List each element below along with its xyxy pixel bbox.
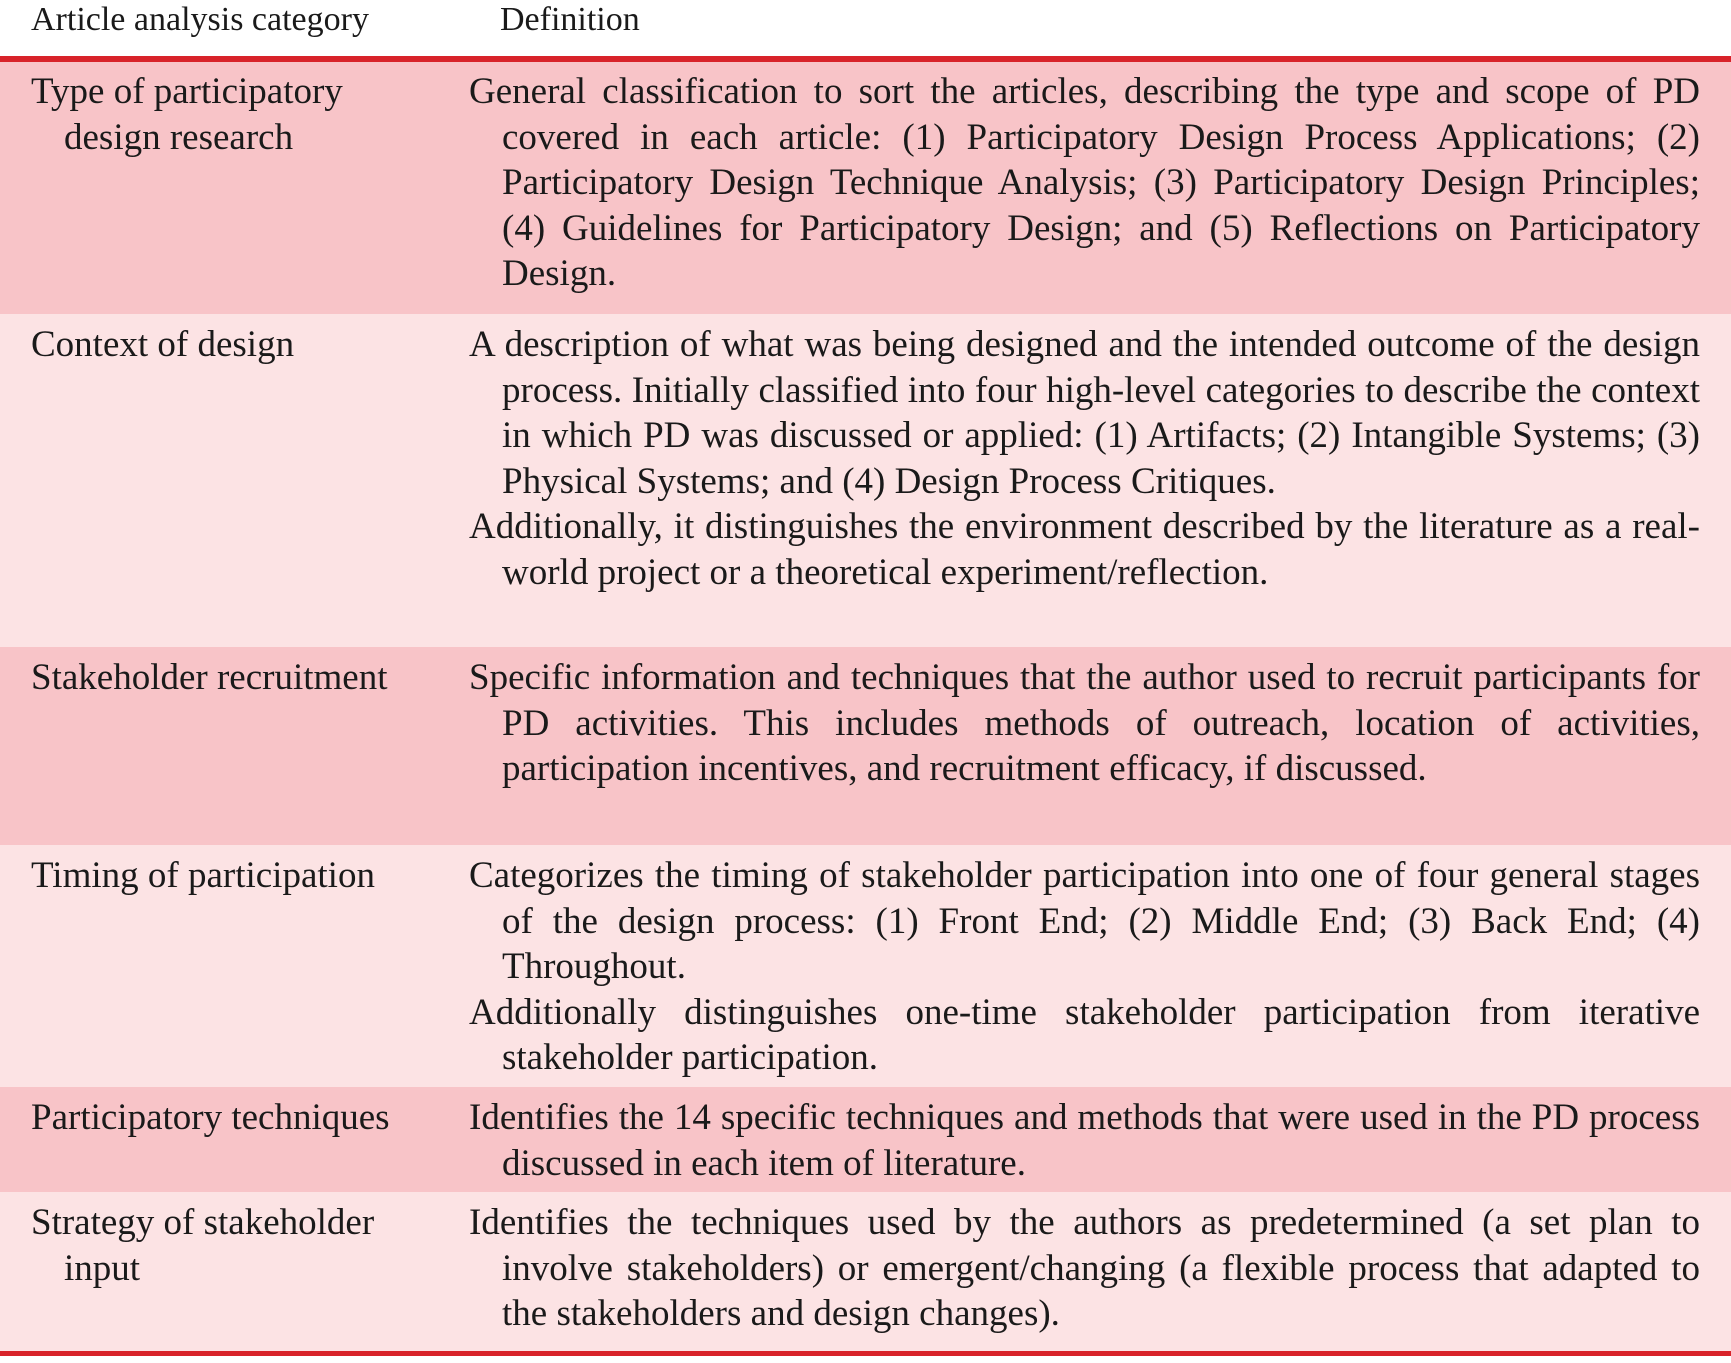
table-row bbox=[0, 314, 1731, 647]
row-definition-cell bbox=[469, 69, 1700, 314]
row-definition: Specific information and techniques that the author used to recruit participants for PD activities. This includes methods of outreach, location of activities, participation incentives, and recruitment efficacy, if discussed. bbox=[469, 657, 1700, 789]
row-category: Strategy of stakeholder input bbox=[31, 1202, 375, 1289]
table-header bbox=[0, 0, 1731, 56]
row-definition-note: Additionally distinguishes one-time stakeholder participation from iterative stakeholder participation. bbox=[469, 991, 1700, 1078]
row-category: Type of participatory design research bbox=[31, 71, 343, 158]
table-row bbox=[0, 845, 1731, 1087]
table-row bbox=[0, 62, 1731, 314]
row-definition: Identifies the 14 specific techniques and methods that were used in the PD process discussed in each item of literature. bbox=[469, 1097, 1700, 1184]
header-category: Article analysis category bbox=[31, 1, 369, 38]
row-category: Participatory techniques bbox=[31, 1097, 390, 1138]
row-definition-cell bbox=[469, 655, 1700, 845]
footer-rule bbox=[0, 1351, 1731, 1356]
row-definition-cell bbox=[469, 1200, 1700, 1351]
table-row bbox=[0, 1192, 1731, 1351]
table-row bbox=[0, 1087, 1731, 1192]
row-category-cell bbox=[0, 322, 469, 647]
row-category: Timing of participation bbox=[31, 855, 375, 896]
row-category-cell bbox=[0, 69, 469, 314]
row-definition: Categorizes the timing of stakeholder participation into one of four general stages of the design process: (1) Front End; (2) Middle End; (3) Back End; (4) Throughout. bbox=[469, 855, 1700, 987]
row-definition-cell bbox=[469, 853, 1700, 1087]
row-definition-cell bbox=[469, 322, 1700, 647]
row-category-cell bbox=[0, 853, 469, 1087]
row-definition-cell bbox=[469, 1095, 1700, 1192]
header-definition: Definition bbox=[500, 1, 640, 38]
row-category: Stakeholder recruitment bbox=[31, 657, 388, 698]
row-category: Context of design bbox=[31, 324, 295, 365]
row-definition: General classification to sort the articles, describing the type and scope of PD covered in each article: (1) Participatory Design Process Applications; (2) Participatory Design Technique Analysis; (3) Participatory Design Principles; (4) Guidelines for Participatory Design; and (5) Reflections on Participatory Design. bbox=[469, 71, 1700, 294]
row-category-cell bbox=[0, 655, 469, 845]
table-row bbox=[0, 647, 1731, 845]
row-definition-note: Additionally, it distinguishes the environment described by the literature as a real-world project or a theoretical experiment/reflection. bbox=[469, 506, 1700, 593]
row-category-cell bbox=[0, 1200, 469, 1351]
row-category-cell bbox=[0, 1095, 469, 1192]
row-definition: A description of what was being designed and the intended outcome of the design process. Initially classified into four high-level categories to describe the context in which PD was discussed or applied: (1) Artifacts; (2) Intangible Systems; (3) Physical Systems; and (4) Design Process Critiques. bbox=[469, 324, 1700, 502]
row-definition: Identifies the techniques used by the authors as predetermined (a set plan to involve stakeholders) or emergent/changing (a flexible process that adapted to the stakeholders and design changes). bbox=[469, 1202, 1700, 1334]
